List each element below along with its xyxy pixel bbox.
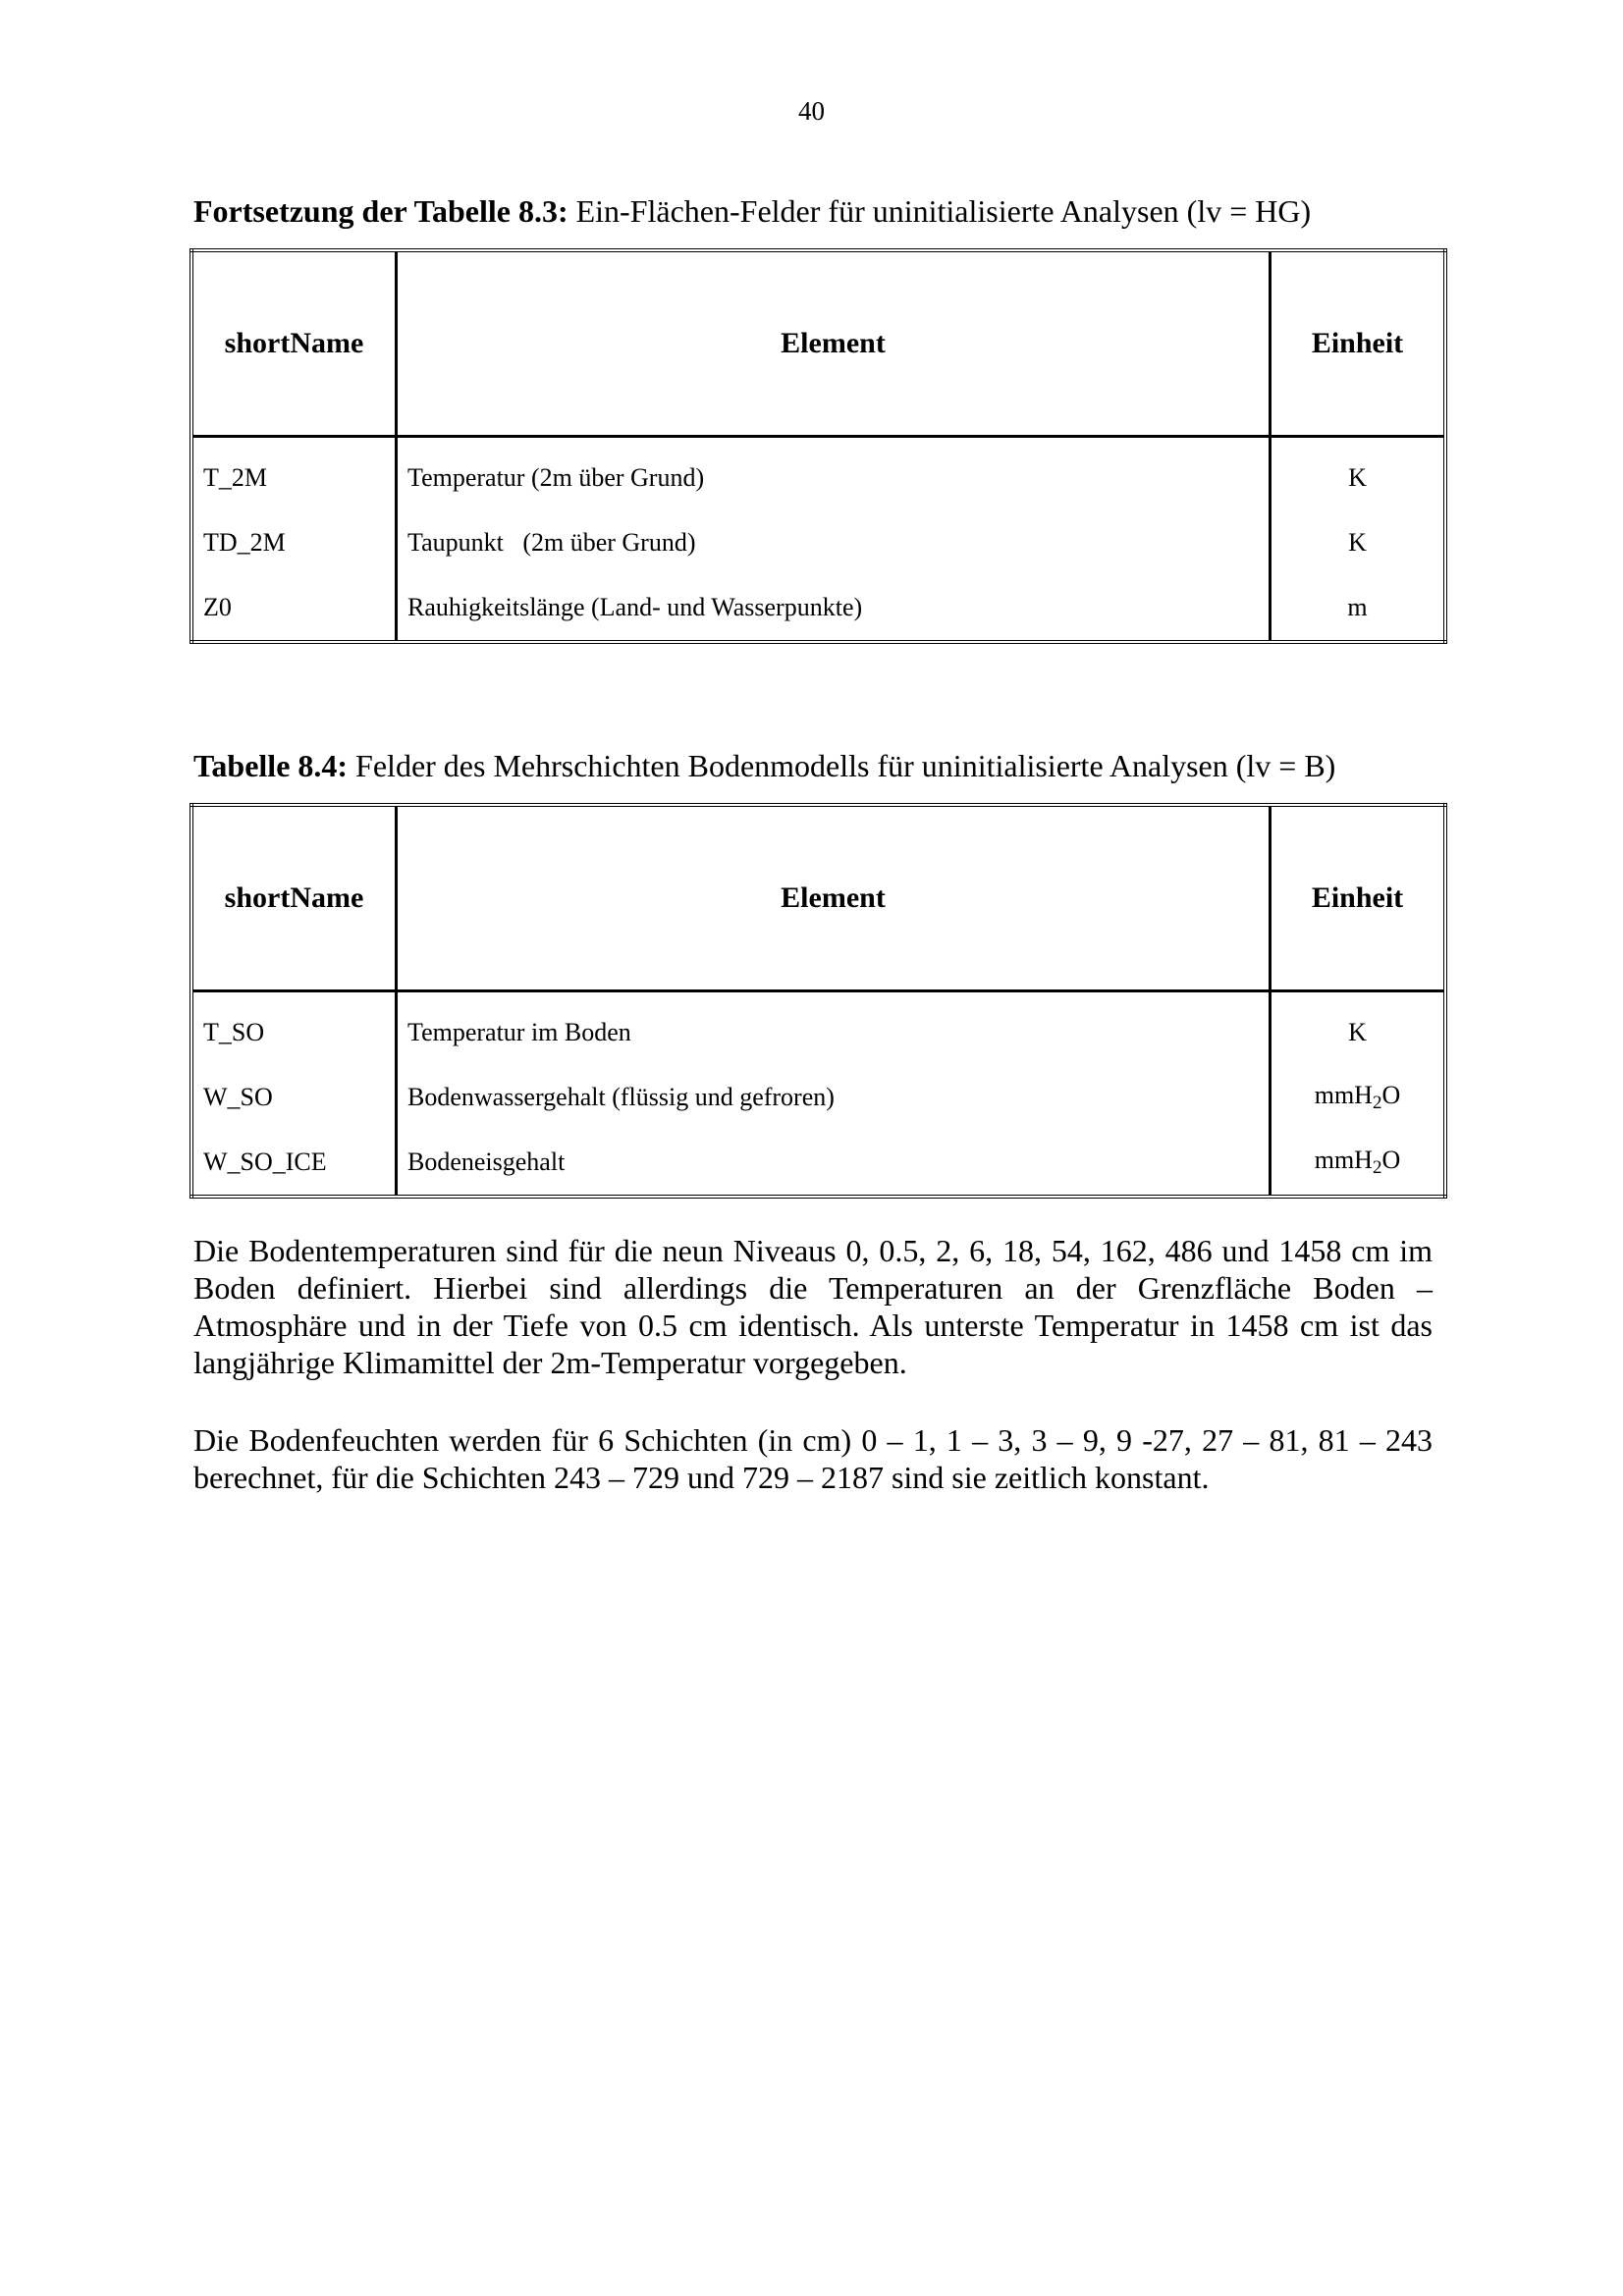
cell-unit: K [1271,991,1446,1066]
cell-shortname: T_2M [191,437,397,511]
paragraph-soil-moisture: Die Bodenfeuchten werden für 6 Schichten (in cm) 0 – 1, 1 – 3, 3 – 9, 9 -27, 27 – 81, 81 – 243 berechnet, für die Schichten 243 – 729 und 729 – 2187 sind sie zeitlich konstant. [193,1422,1433,1495]
table-header-row [191,805,1445,991]
table-row [191,991,1445,1066]
table-row [191,1130,1445,1197]
cell-element: Temperatur (2m über Grund) [407,463,705,492]
header-einheit: Einheit [1271,250,1446,437]
cell-element: Bodenwassergehalt (flüssig und gefroren) [407,1083,835,1111]
table-caption-label: Fortsetzung der Tabelle 8.3: [193,193,568,229]
unit-main: mmH [1314,1146,1373,1174]
table-header-row [191,250,1445,437]
header-element: Element [397,250,1271,437]
table-caption-text: Felder des Mehrschichten Bodenmodells für uninitialisierte Analysen (lv = B) [348,748,1336,783]
cell-unit [1271,1130,1446,1197]
cell-shortname: W_SO_ICE [191,1130,397,1197]
table-caption-8-3 [193,193,1311,230]
unit-subscript: 2 [1372,1157,1382,1178]
table-caption-8-4 [193,748,1335,784]
table-caption-label: Tabelle 8.4: [193,748,349,783]
page-number: 40 [798,96,825,126]
header-shortname: shortName [191,805,397,991]
table-row [191,437,1445,511]
unit-tail: O [1381,1146,1401,1174]
cell-unit [1271,1065,1446,1130]
unit-main: mmH [1314,1081,1373,1109]
header-einheit: Einheit [1271,805,1446,991]
cell-shortname: W_SO [191,1065,397,1130]
cell-shortname: Z0 [191,575,397,642]
cell-unit: K [1271,510,1446,575]
header-shortname: shortName [191,250,397,437]
unit-tail: O [1381,1081,1401,1109]
table-row [191,1065,1445,1130]
cell-element: Temperatur im Boden [407,1018,631,1046]
table-row [191,575,1445,642]
table-row [191,510,1445,575]
cell-shortname: TD_2M [191,510,397,575]
cell-element: Taupunkt (2m über Grund) [407,528,696,557]
paragraph-soil-temperature: Die Bodentemperaturen sind für die neun Niveaus 0, 0.5, 2, 6, 18, 54, 162, 486 und 1458 cm im Boden definiert. Hierbei sind allerdings die Temperaturen an der Grenzfläche Boden – Atmosphäre und in der Tiefe von 0.5 cm identisch. Als unterste Temperatur in 1458 cm ist das langjährige Klimamittel der 2m-Temperatur vorgegeben. [193,1233,1433,1380]
cell-unit: K [1271,437,1446,511]
table-caption-text: Ein-Flächen-Felder für uninitialisierte Analysen (lv = HG) [568,193,1312,229]
table-8-3 [189,248,1447,644]
cell-unit: m [1271,575,1446,642]
cell-shortname: T_SO [191,991,397,1066]
cell-element: Bodeneisgehalt [407,1148,566,1176]
unit-subscript: 2 [1372,1093,1382,1113]
table-8-4 [189,803,1447,1199]
cell-element: Rauhigkeitslänge (Land- und Wasserpunkte) [407,593,863,621]
header-element: Element [397,805,1271,991]
